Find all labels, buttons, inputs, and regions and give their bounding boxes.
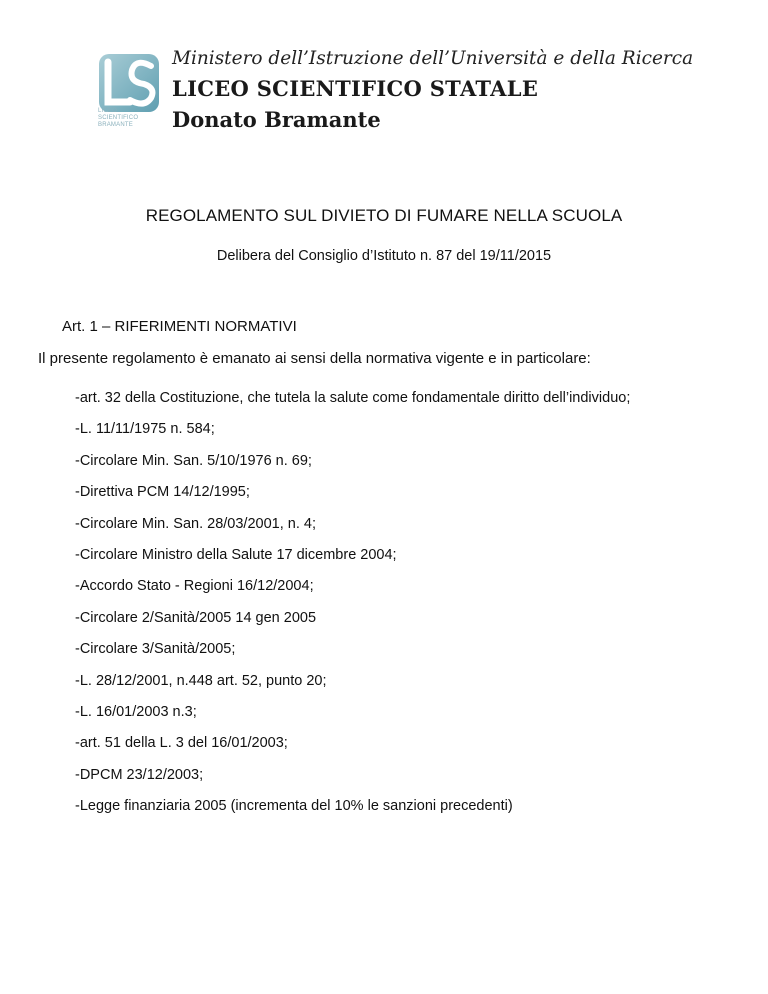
resolution-line: Delibera del Consiglio d’Istituto n. 87 del 19/11/2015 <box>216 248 552 264</box>
references-list <box>75 389 630 828</box>
reference-item: -art. 32 della Costituzione, che tutela la salute come fondamentale diritto dell’individuo; <box>75 390 631 406</box>
reference-item: -Legge finanziaria 2005 (incrementa del 10% le sanzioni precedenti) <box>75 798 513 815</box>
reference-item: -Accordo Stato - Regioni 16/12/2004; <box>75 578 314 595</box>
letterhead <box>96 44 736 144</box>
reference-item: -Circolare 3/Sanità/2005; <box>75 641 236 658</box>
school-logo <box>96 52 164 144</box>
reference-item: -Circolare Ministro della Salute 17 dicembre 2004; <box>75 546 397 563</box>
intro-paragraph: Il presente regolamento è emanato ai sensi della normativa vigente e in particolare: <box>38 350 591 367</box>
logo-caption-line: BRAMANTE <box>98 122 133 128</box>
reference-item: -DPCM 23/12/2003; <box>75 766 204 783</box>
school-name: Donato Bramante <box>172 107 381 132</box>
article-heading: Art. 1 – RIFERIMENTI NORMATIVI <box>62 318 297 335</box>
school-type: LICEO SCIENTIFICO STATALE <box>172 76 539 101</box>
reference-item: -L. 16/01/2003 n.3; <box>75 703 197 720</box>
reference-item: -L. 11/11/1975 n. 584; <box>75 421 215 438</box>
reference-item: -Circolare 2/Sanità/2005 14 gen 2005 <box>75 609 317 626</box>
logo-caption-line: LICEO <box>98 108 118 114</box>
reference-item: -art. 51 della L. 3 del 16/01/2003; <box>75 735 288 752</box>
reference-item: -Circolare Min. San. 28/03/2001, n. 4; <box>75 515 316 532</box>
logo-caption-line: SCIENTIFICO <box>98 115 139 121</box>
document-title: REGOLAMENTO SUL DIVIETO DI FUMARE NELLA SCUOLA <box>145 206 623 225</box>
reference-item: -Direttiva PCM 14/12/1995; <box>75 484 250 501</box>
logo-caption <box>98 108 138 129</box>
ministry-name: Ministero dell’Istruzione dell’Università e della Ricerca <box>172 48 694 69</box>
reference-item: -L. 28/12/2001, n.448 art. 52, punto 20; <box>75 672 327 689</box>
reference-item: -Circolare Min. San. 5/10/1976 n. 69; <box>75 452 312 469</box>
